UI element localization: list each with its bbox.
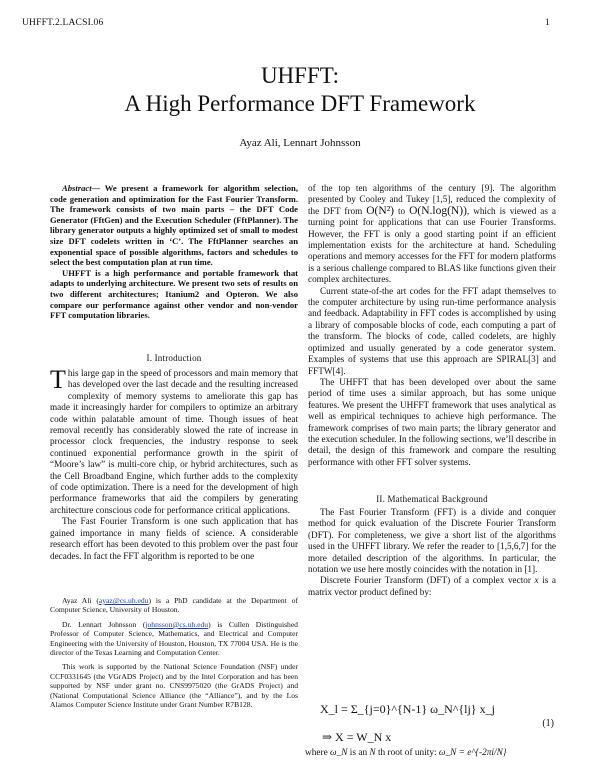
math-paragraph-1: The Fast Fourier Transform (FFT) is a divide and conquer method for quick evaluation of the Discrete Fourier Transform (DFT). For completeness, we give a short list of the algorithms used in the UHFFT library. We refer the reader to [1,5,6,7] for the more detailed description of the algorithms. In particular, the notation we use here mostly coincides with the notation in [1]. bbox=[308, 507, 556, 575]
math-background-text bbox=[308, 507, 556, 598]
equation-1 bbox=[320, 700, 556, 746]
footnote-1: Ayaz Ali (ayaz@cs.uh.edu) is a PhD candidate at the Department of Computer Science, University of Houston. bbox=[50, 596, 298, 615]
right-paragraph-3: The UHFFT that has been developed over about the same period of time uses a similar approach, but has some unique features. We present the UHFFT framework that uses analytical as well as empirical techniques to achieve high performance. The framework comprises of two main parts; the library generator and the execution scheduler. In the following sections, we’ll describe in detail, the design of this framework and compare the resulting performance with other FFT solver systems. bbox=[308, 376, 556, 467]
footnotes bbox=[50, 596, 298, 714]
email-link-ali[interactable]: ayaz@cs.uh.edu bbox=[98, 596, 149, 605]
big-o-n-squared: O(N²) bbox=[366, 204, 394, 217]
vector-x: x bbox=[534, 575, 539, 586]
intro-paragraph-2: The Fast Fourier Transform is one such application that has gained importance in many fields of science. A considerable research effort has been devoted to this problem over the past four decades. In fact the FFT algorithm is reported to be one bbox=[50, 516, 298, 561]
abstract-paragraph-1: Abstract— We present a framework for algorithm selection, code generation and optimization for the Fast Fourier Transform. The framework consists of two main parts – the DFT Code Generator (FftGen) and the Execution Scheduler (FftPlanner). The library generator outputs a highly optimized set of small to modest size DFT codelets written in ‘C’. The FftPlanner searches an exponential space of possible algorithms, factors and schedules to select the best computation plan at run time. bbox=[50, 183, 298, 268]
abstract-paragraph-2: UHFFT is a high performance and portable framework that adapts to underlying architecture. We present two sets of results on two different architectures; Itanium2 and Opteron. We also compare our performance against other vendor and non-vendor FFT computation libraries. bbox=[50, 267, 298, 321]
right-paragraph-1: of the top ten algorithms of the century [9]. The algorithm presented by Cooley and Tukey [1,5], reduced the complexity of the DFT from O(N²) to O(N.log(N)), which is viewed as a turning point for applications that can use Fourier Transforms. However, the FFT is only a good starting point if an efficient implementation exists for the architecture at hand. Scheduling operations and memory accesses for the FFT for modern platforms is a serious challenge compared to BLAS like functions given their complex architectures. bbox=[308, 183, 556, 285]
root-of-unity-definition: where ω_N is an N th root of unity: ω_N = e^{-2πi/N} bbox=[305, 748, 507, 758]
authors: Ayaz Ali, Lennart Johnsson bbox=[239, 137, 361, 149]
paper-title bbox=[0, 62, 600, 118]
running-header: UHFFT.2.LACSI.06 bbox=[22, 18, 104, 28]
math-paragraph-2: Discrete Fourier Transform (DFT) of a complex vector x is a matrix vector product defined by: bbox=[308, 575, 556, 597]
section-heading-math-background: II. Mathematical Background bbox=[376, 494, 488, 504]
email-link-johnsson[interactable]: johnsson@cs.uh.edu bbox=[145, 619, 209, 629]
drop-cap: T bbox=[50, 365, 66, 394]
intro-paragraph-1: This large gap in the speed of processors and main memory that has developed over the last decade and the resulting increased complexity of memory systems to ameliorate this gap has made it increasingly harder for compilers to optimize an arbitrary code within palatable amount of time. Though issues of heat removal recently has considerably slowed the rate of increase in processor clock frequencies, the industry response to seek continued exponential performance growth in the spirit of “Moore’s law” is multi-core chip, or hybrid architectures, such as the Cell Broadband Engine, which further adds to the complexity of code optimization. There is a need for the development of high performance frameworks that aid the compilers by generating architecture conscious code for performance critical applications. bbox=[50, 365, 298, 515]
page-number: 1 bbox=[545, 18, 550, 28]
abstract-label: Abstract— bbox=[62, 183, 101, 193]
title-line-2: A High Performance DFT Framework bbox=[124, 91, 476, 116]
omega-expression: ω_N = e^{-2πi/N} bbox=[438, 748, 507, 758]
equation-matrix-form: ⇒ X = W_N x bbox=[322, 730, 392, 744]
right-paragraph-2: Current state-of-the art codes for the FFT adapt themselves to the computer architecture by using run-time performance analysis and feedback. Adaptability in FFT codes is accomplished by using a library of composable blocks of code, each computing a part of the transform. The blocks of code, called codelets, are highly optimized and usually generated by a code generator system. Examples of systems that use this approach are SPIRAL[3] and FFTW[4]. bbox=[308, 285, 556, 376]
right-column-text bbox=[308, 183, 556, 468]
footnote-2: Dr. Lennart Johnsson (johnsson@cs.uh.edu) is Cullen Distinguished Professor of Computer Science, Mathematics, and Electrical and Computer Engineering with the University of Houston, Houston, TX 77004 USA. He is the director of the Texas Learning and Computation Center. bbox=[50, 619, 298, 658]
equation-dft-sum: X_l = Σ_{j=0}^{N-1} ω_N^{lj} x_j bbox=[320, 702, 495, 716]
footnote-3: This work is supported by the National Science Foundation (NSF) under CCF0331645 (the VGrADS Project) and by the Intel Corporation and has been supported by NSF under grant no. CNS9975020 (the GrADS Project) and (National Computational Science Alliance (the “Alliance”), and by the Los Alamos Computer Science Institute under Grant Number R7B128. bbox=[50, 662, 298, 710]
big-o-n-log-n: O(N.log(N)) bbox=[409, 204, 467, 217]
abstract bbox=[50, 183, 298, 321]
introduction-text bbox=[50, 365, 298, 562]
section-heading-introduction: I. Introduction bbox=[146, 353, 202, 363]
equation-number: (1) bbox=[542, 718, 554, 729]
title-line-1: UHFFT: bbox=[260, 63, 340, 88]
